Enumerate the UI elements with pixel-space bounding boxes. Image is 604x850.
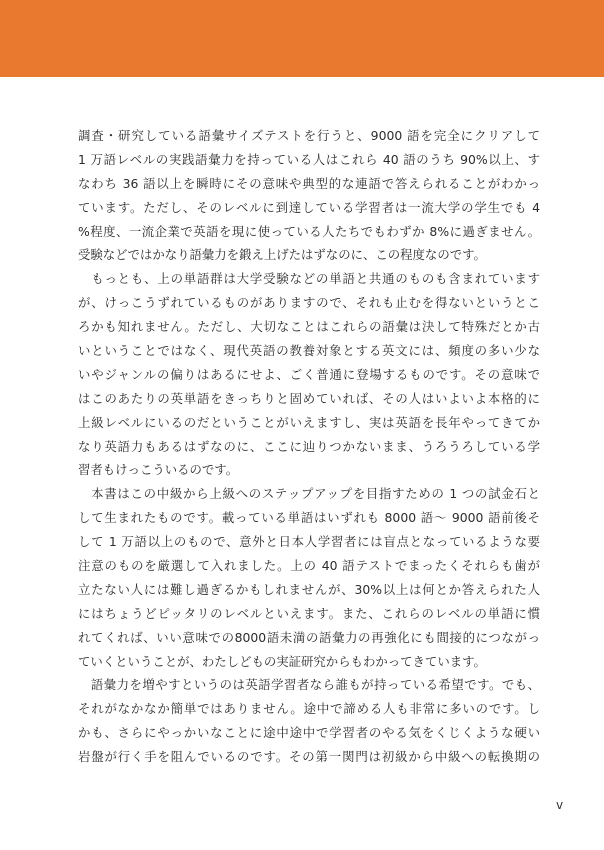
body-line: れてくれば、いい意味での8000語未満の語彙力の再強化にも間接的につながっ	[78, 629, 540, 645]
page-number: v	[556, 798, 564, 812]
body-line: 1 万語レベルの実践語彙力を持っている人はこれら 40 語のうち 90%以上、す	[78, 151, 540, 167]
body-line: なわち 36 語以上を瞬時にその意味や典型的な連語で答えられることがわかっ	[78, 175, 540, 191]
body-line: 本書はこの中級から上級へのステップアップを目指すための 1 つの試金石と	[78, 486, 540, 502]
body-line: 調査・研究している語彙サイズテストを行うと、9000 語を完全にクリアして	[78, 128, 540, 143]
body-line: はこのあたりの英単語をきっちりと固めていれば、その人はいよいよ本格的に	[78, 390, 540, 406]
body-line: %程度、一流企業で英語を現に使っている人たちでもわずか 8%に過ぎません。	[78, 223, 540, 239]
body-line: なり英語力もあるはずなのに、ここに辿りつかないまま、うろうろしている学	[78, 438, 540, 454]
body-line: ろかも知れません。ただし、大切なことはこれらの語彙は決して特殊だとか古	[78, 319, 540, 335]
body-line: それがなかなか簡単ではありません。途中で諦める人も非常に多いのです。し	[78, 701, 540, 717]
body-line: いということではなく、現代英語の教養対象とする英文には、頻度の多い少な	[78, 343, 540, 359]
body-line: 岩盤が行く手を阻んでいるのです。その第一関門は初級から中級への転換期の	[78, 749, 540, 765]
body-line: もっとも、上の単語群は大学受験などの単語と共通のものも含まれています	[78, 271, 540, 287]
body-line: 語彙力を増やすというのは英語学習者なら誰もが持っている希望です。でも、	[78, 677, 540, 693]
body-line: ていくということが、わたしどもの実証研究からもわかってきています。	[78, 653, 486, 669]
body-line: にはちょうどピッタリのレベルといえます。また、これらのレベルの単語に慣	[78, 605, 540, 621]
body-line: して 1 万語以上のもので、意外と日本人学習者には盲点となっているような要	[78, 534, 540, 550]
header-band	[0, 0, 604, 77]
body-line: ています。ただし、そのレベルに到達している学習者は一流大学の学生でも 4	[78, 199, 540, 215]
body-line: いやジャンルの偏りはあるにせよ、ごく普通に登場するものです。その意味で	[78, 366, 540, 382]
body-line: かも、さらにやっかいなことに途中途中で学習者のやる気をくじくような硬い	[78, 725, 540, 741]
body-line: 立たない人には難し過ぎるかもしれませんが、30%以上は何とか答えられた人	[78, 581, 540, 597]
body-line: して生まれたものです。載っている単語はいずれも 8000 語～ 9000 語前後そ	[78, 510, 540, 526]
body-line: 注意のものを厳選して入れました。上の 40 語テストでまったくそれらも歯が	[78, 558, 540, 574]
body-line: 習者もけっこういるのです。	[78, 462, 239, 478]
body-line: が、けっこうずれているものがありますので、それも止むを得ないというとこ	[78, 295, 540, 311]
body-text	[78, 124, 540, 769]
body-line: 受験などではかなり語彙力を鍛え上げたはずなのに、この程度なのです。	[78, 247, 486, 263]
body-line: 上級レベルにいるのだということがいえますし、実は英語を長年やってきてか	[78, 414, 540, 430]
